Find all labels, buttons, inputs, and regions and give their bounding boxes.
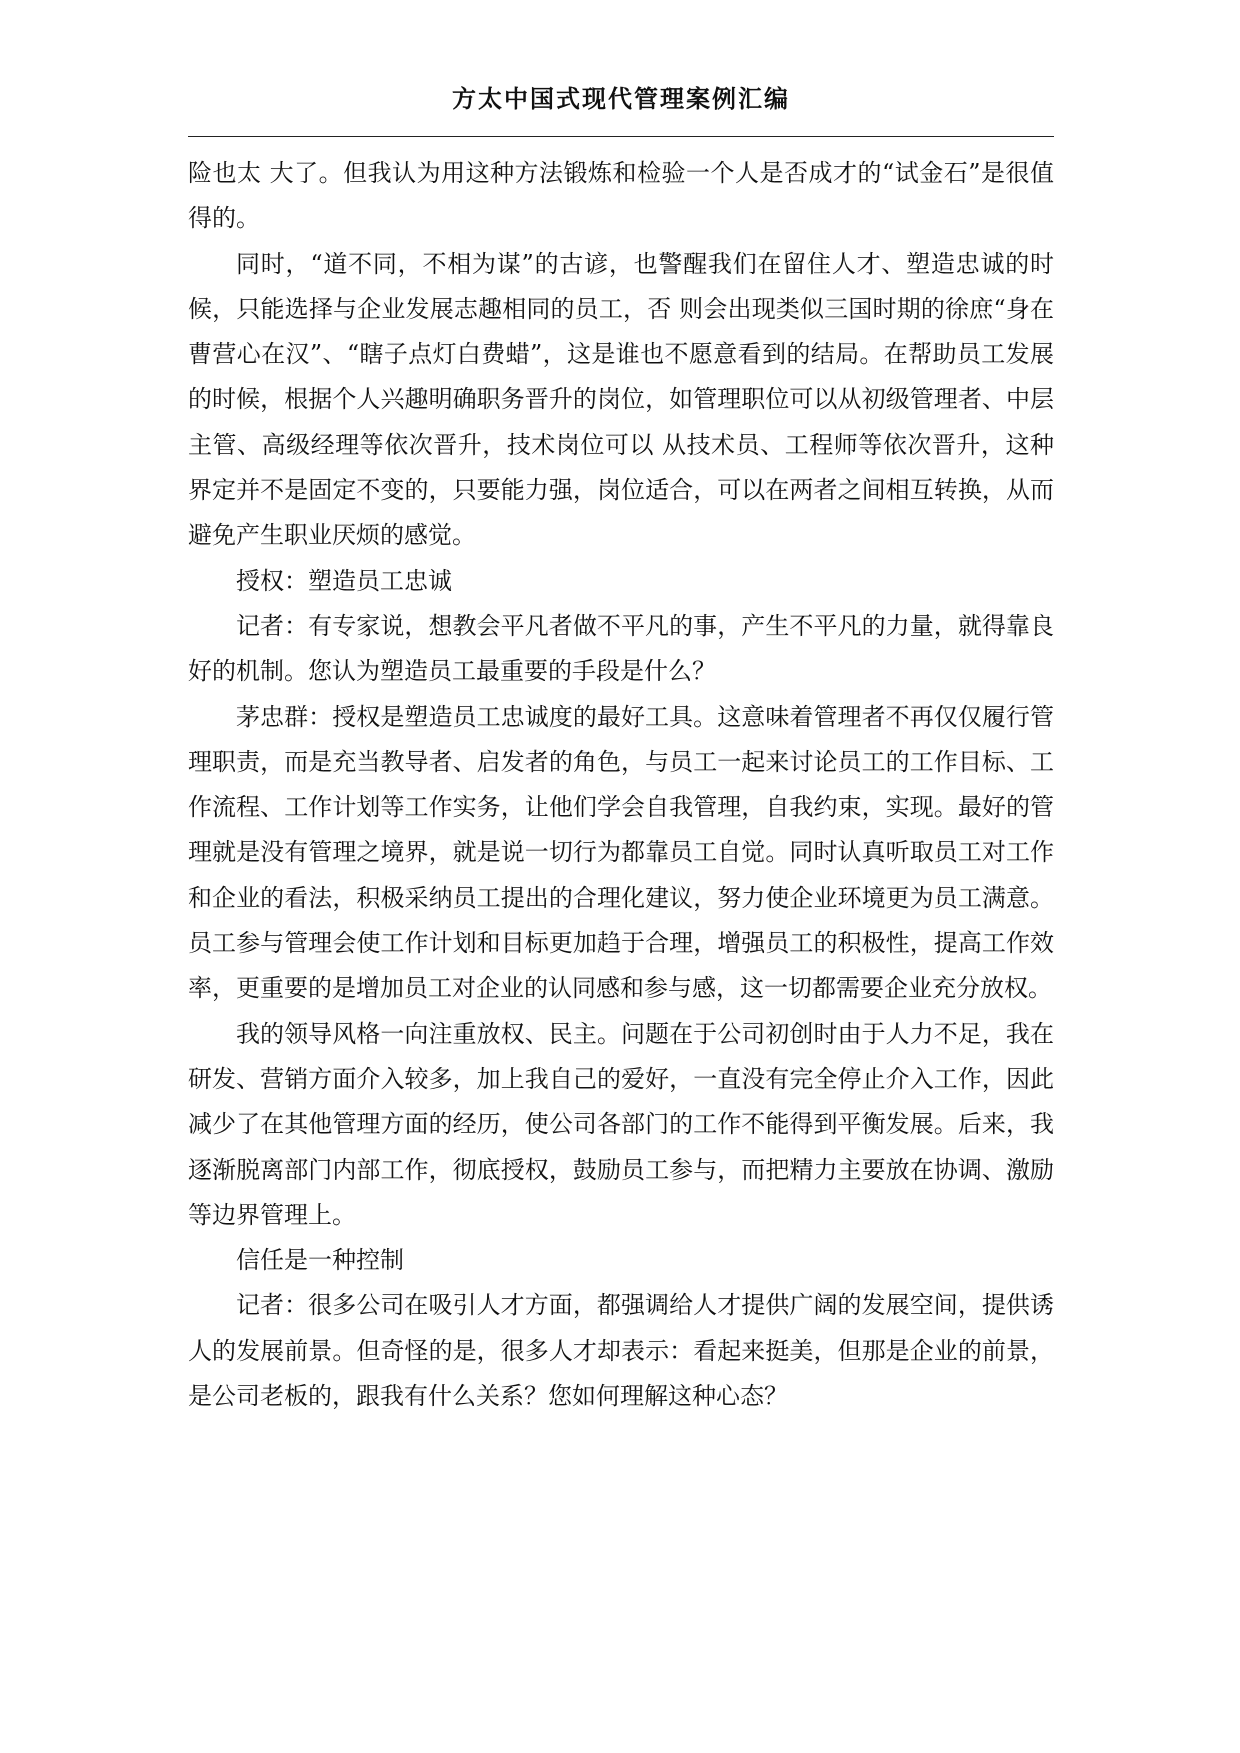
paragraph-talent-retention: 同时，“道不同，不相为谋”的古谚，也警醒我们在留住人才、塑造忠诚的时候，只能选择与企业发展志趣相同的员工，否 则会出现类似三国时期的徐庶“身在曹营心在汉”、“瞎子点灯白费蜡”，这是谁也不愿意看到的结局。在帮助员工发展的时候，根据个人兴趣明确职务晋升的岗位，如管理职位可以从初级管理者、中层主管、高级经理等依次晋升，技术岗位可以 从技术员、工程师等依次晋升，这种界定并不是固定不变的，只要能力强，岗位适合，可以在两者之间相互转换，从而避免产生职业厌烦的感觉。 [188,249,1054,550]
document-body [188,151,1054,1419]
paragraph-continuation: 险也太 大了。但我认为用这种方法锻炼和检验一个人是否成才的“试金石”是很值得的。 [188,159,1054,233]
paragraph-reporter-question-1: 记者：有专家说，想教会平凡者做不平凡的事，产生不平凡的力量，就得靠良好的机制。您认为塑造员工最重要的手段是什么？ [188,611,1054,686]
paragraph-leadership-style: 我的领导风格一向注重放权、民主。问题在于公司初创时由于人力不足，我在研发、营销方面介入较多，加上我自己的爱好，一直没有完全停止介入工作，因此减少了在其他管理方面的经历，使公司各部门的工作不能得到平衡发展。后来，我逐渐脱离部门内部工作，彻底授权，鼓励员工参与，而把精力主要放在协调、激励等边界管理上。 [188,1019,1054,1229]
paragraph-reporter-question-2: 记者：很多公司在吸引人才方面，都强调给人才提供广阔的发展空间，提供诱人的发展前景。但奇怪的是，很多人才却表示：看起来挺美，但那是企业的前景，是公司老板的，跟我有什么关系？您如何理解这种心态？ [188,1291,1054,1411]
section-heading-trust: 信任是一种控制 [236,1246,404,1275]
header-divider [188,136,1054,137]
page-header-title: 方太中国式现代管理案例汇编 [452,84,790,113]
section-heading-empowerment: 授权：塑造员工忠诚 [236,566,452,595]
paragraph-answer-empowerment: 茅忠群：授权是塑造员工忠诚度的最好工具。这意味着管理者不再仅仅履行管理职责，而是充当教导者、启发者的角色，与员工一起来讨论员工的工作目标、工作流程、工作计划等工作实务，让他们学会自我管理，自我约束，实现。最好的管理就是没有管理之境界，就是说一切行为都靠员工自觉。同时认真听取员工对工作和企业的看法，积极采纳员工提出的合理化建议，努力使企业环境更为员工满意。员工参与管理会使工作计划和目标更加趋于合理，增强员工的积极性，提高工作效率，更重要的是增加员工对企业的认同感和参与感，这一切都需要企业充分放权。 [188,702,1054,1003]
